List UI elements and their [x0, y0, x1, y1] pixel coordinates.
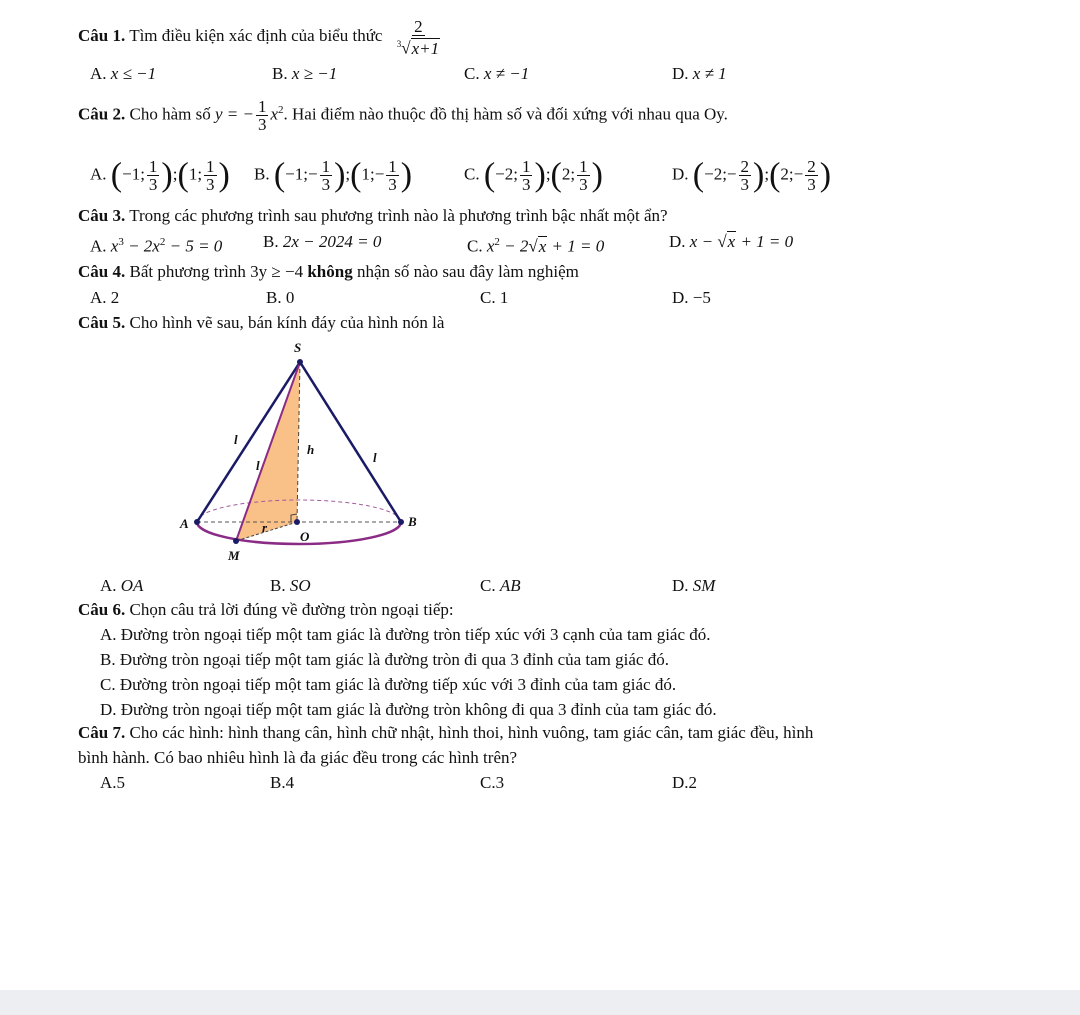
question-label: Câu 6.	[78, 600, 126, 619]
option-text: 1	[499, 288, 509, 307]
question-6	[78, 600, 454, 620]
q4-option-d[interactable]	[672, 288, 711, 308]
question-text: Cho hình vẽ sau, bán kính đáy của hình nón là	[129, 313, 445, 332]
option-text: 2x − 2024 = 0	[282, 232, 382, 251]
fraction-numerator: 1	[388, 157, 397, 176]
term: − 2x	[123, 236, 160, 256]
option-letter: A.	[100, 625, 117, 644]
term: + 1 = 0	[547, 236, 605, 256]
point-1-coord: −2;	[495, 164, 518, 184]
fraction-denominator: $^3$√x+1	[396, 38, 440, 58]
question-text-before: Bất phương trình 3y ≥ −4	[129, 262, 304, 281]
fraction-numerator: 2	[807, 157, 816, 176]
option-letter: A.	[90, 164, 107, 184]
option-text: Đường tròn ngoại tiếp một tam giác là đường tròn tiếp xúc với 3 cạnh của tam giác đó.	[120, 625, 711, 644]
fraction-numerator: 1	[206, 157, 215, 176]
option-letter: C.	[467, 236, 483, 256]
point-2-coord: 1;	[188, 164, 203, 184]
option-text: AB	[499, 576, 521, 595]
q1-option-d[interactable]	[672, 64, 727, 84]
fraction-numerator: 1	[521, 157, 531, 176]
point-a	[194, 519, 200, 525]
point-2-coord: 2;−	[780, 164, 804, 184]
question-1	[78, 18, 444, 57]
fraction-denominator: 3	[321, 175, 331, 194]
exponent: 2	[159, 236, 166, 248]
fraction-denominator: 3	[807, 175, 816, 194]
exponent: 2	[494, 236, 500, 248]
option-text: SM	[692, 576, 716, 595]
q1-option-a[interactable]	[90, 64, 156, 84]
radicand: x	[538, 236, 547, 256]
question-text-after: nhận số nào sau đây làm nghiệm	[356, 262, 579, 281]
question-label: Câu 4.	[78, 262, 126, 281]
q6-option-b[interactable]	[100, 650, 669, 670]
option-letter: B.	[266, 288, 282, 307]
option-text: Đường tròn ngoại tiếp một tam giác là đường tròn không đi qua 3 đỉnh của tam giác đó.	[120, 700, 717, 719]
question-label: Câu 2.	[78, 104, 126, 124]
fraction-numerator: 2	[414, 17, 423, 36]
question-2	[78, 98, 728, 133]
question-text: Trong các phương trình sau phương trình nào là phương trình bậc nhất một ẩn?	[129, 206, 668, 225]
option-letter: B.	[254, 164, 270, 184]
fraction-denominator: 3	[521, 175, 531, 194]
option-letter: D.	[672, 64, 689, 83]
fraction-denominator: 3	[388, 175, 397, 194]
q5-option-b[interactable]	[270, 576, 311, 596]
option-letter: B.	[100, 650, 116, 669]
option-letter: A.	[90, 64, 107, 83]
point-o	[294, 519, 300, 525]
option-letter: D.	[669, 232, 686, 251]
option-text: OA	[120, 576, 144, 595]
option-text: 2	[688, 773, 698, 792]
option-text: 0	[285, 288, 295, 307]
label-l-middle: l	[256, 458, 260, 473]
label-l-right: l	[373, 450, 377, 465]
point-1-coord: −2;−	[704, 164, 737, 184]
q2-option-c[interactable]: C. (−2; $\frac{1}{3}$ );(2; $\frac{1}{3}$ )	[464, 156, 603, 194]
fraction-denominator: 3	[740, 175, 750, 194]
fraction-numerator: 1	[257, 97, 267, 116]
q6-option-c[interactable]	[100, 675, 676, 695]
question-text-before: Cho hàm số	[129, 104, 211, 124]
option-letter: D.	[672, 773, 689, 792]
option-letter: C.	[480, 576, 496, 595]
label-b: B	[408, 514, 417, 529]
option-text: x ≥ −1	[291, 64, 338, 83]
fraction-numerator: 2	[740, 157, 750, 176]
option-letter: B.	[270, 576, 286, 595]
q7-option-c[interactable]	[480, 773, 504, 793]
function-coefficient	[256, 98, 269, 133]
q3-option-a[interactable]	[90, 232, 222, 257]
q4-option-a[interactable]	[90, 288, 119, 308]
root-index: 3	[396, 39, 402, 49]
slant-line-right	[300, 362, 401, 522]
q7-option-d[interactable]	[672, 773, 697, 793]
question-text-line-1: Cho các hình: hình thang cân, hình chữ nhật, hình thoi, hình vuông, tam giác cân, tam giác đều, hình	[129, 723, 814, 742]
cone-figure	[170, 336, 440, 568]
exponent: 3	[118, 236, 124, 248]
term: x −	[689, 232, 718, 251]
fraction-denominator: 3	[148, 175, 158, 194]
option-text: Đường tròn ngoại tiếp một tam giác là đường tròn đi qua 3 đỉnh của tam giác đó.	[119, 650, 669, 669]
question-label: Câu 3.	[78, 206, 126, 225]
question-3	[78, 206, 668, 226]
label-m: M	[228, 548, 240, 563]
q7-option-a[interactable]	[100, 773, 125, 793]
question-7	[78, 723, 813, 743]
question-7-line-2: bình hành. Có bao nhiêu hình là đa giác đều trong các hình trên?	[78, 748, 518, 767]
option-text: x ≠ −1	[483, 64, 530, 83]
option-letter: C.	[100, 675, 116, 694]
q2-option-a[interactable]: A. (−1; $\frac{1}{3}$ );(1; $\frac{1}{3}$ )	[90, 156, 230, 194]
bottom-scroll-bar	[0, 990, 1080, 1015]
fraction-denominator: 3	[257, 115, 267, 134]
option-letter: C.	[480, 773, 496, 792]
option-letter: A.	[90, 288, 107, 307]
radicand: x+1	[411, 38, 440, 58]
q3-option-d[interactable]: D. x − √x + 1 = 0	[669, 232, 794, 251]
option-text: 2	[110, 288, 120, 307]
q3-option-c[interactable]: C. $x^2 - 2√x + 1 = 0$	[467, 236, 605, 256]
option-text: −5	[692, 288, 711, 307]
term: x	[486, 236, 495, 256]
question-label: Câu 1.	[78, 26, 126, 46]
option-letter: A.	[90, 236, 107, 256]
fraction-numerator: 1	[579, 157, 588, 176]
option-text: SO	[289, 576, 311, 595]
q5-option-a[interactable]	[100, 576, 143, 596]
q1-option-b[interactable]	[272, 64, 337, 84]
label-h: h	[307, 442, 315, 457]
option-letter: A.	[100, 773, 117, 792]
fraction-numerator: 1	[321, 157, 331, 176]
term: x	[110, 236, 119, 256]
fraction-denominator: 3	[579, 175, 588, 194]
q2-option-b[interactable]: B. (−1;− $\frac{1}{3}$ );(1;− $\frac{1}{3}$ )	[254, 156, 413, 194]
question-text-after: . Hai điểm nào thuộc đồ thị hàm số và đối xứng với nhau qua Oy.	[283, 104, 728, 124]
q6-option-a[interactable]	[100, 625, 711, 645]
point-m	[233, 538, 239, 544]
option-letter: B.	[263, 232, 279, 251]
option-letter: C.	[464, 64, 480, 83]
option-text: x ≠ 1	[692, 64, 727, 83]
point-1-coord: −1;−	[285, 164, 318, 184]
function-exponent: 2	[278, 103, 284, 116]
option-letter: B.	[272, 64, 288, 83]
label-r: r	[262, 520, 268, 535]
question-label: Câu 7.	[78, 723, 126, 742]
function-variable: x	[270, 104, 279, 124]
fraction-denominator: 3	[206, 175, 215, 194]
question-text-bold: không	[307, 262, 353, 281]
q5-option-d[interactable]	[672, 576, 715, 596]
question-text: Tìm điều kiện xác định của biểu thức	[129, 26, 383, 46]
option-letter: B.	[270, 773, 286, 792]
expression-fraction	[395, 18, 442, 57]
q6-option-d[interactable]	[100, 700, 717, 720]
function-lhs: y = −	[214, 104, 254, 124]
q5-option-c[interactable]	[480, 576, 521, 596]
q1-option-c[interactable]	[464, 64, 529, 84]
q3-option-b[interactable]	[263, 232, 381, 252]
point-2-coord: 2;	[561, 164, 576, 184]
label-s: S	[294, 340, 302, 355]
q4-option-c[interactable]	[480, 288, 508, 308]
q2-option-d[interactable]: D. (−2;− $\frac{2}{3}$ );(2;− $\frac{2}{3}$ )	[672, 156, 832, 194]
option-letter: D.	[672, 288, 689, 307]
term: − 2	[499, 236, 529, 256]
point-s	[297, 359, 303, 365]
option-text: Đường tròn ngoại tiếp một tam giác là đường tiếp xúc với 3 đỉnh của tam giác đó.	[119, 675, 677, 694]
term: − 5 = 0	[165, 236, 223, 256]
option-text: 5	[116, 773, 126, 792]
label-l-left: l	[234, 432, 238, 447]
option-letter: C.	[480, 288, 496, 307]
option-letter: C.	[464, 164, 480, 184]
fraction-numerator: 1	[148, 157, 158, 176]
base-ellipse-front	[197, 522, 401, 544]
q4-option-b[interactable]	[266, 288, 294, 308]
option-text: 4	[285, 773, 295, 792]
base-ellipse-back	[197, 500, 401, 522]
point-2-coord: 1;−	[361, 164, 385, 184]
option-text: x ≤ −1	[110, 64, 157, 83]
question-4	[78, 262, 579, 282]
option-letter: D.	[100, 700, 117, 719]
question-5	[78, 313, 444, 333]
point-b	[398, 519, 404, 525]
radicand: x	[727, 232, 736, 251]
option-letter: D.	[672, 164, 689, 184]
term: + 1 = 0	[736, 232, 794, 251]
question-label: Câu 5.	[78, 313, 126, 332]
option-text: 3	[495, 773, 505, 792]
option-letter: A.	[100, 576, 117, 595]
label-o: O	[300, 529, 310, 544]
label-a: A	[180, 516, 189, 531]
option-letter: D.	[672, 576, 689, 595]
point-1-coord: −1;	[122, 164, 145, 184]
question-text: Chọn câu trả lời đúng về đường tròn ngoại tiếp:	[129, 600, 454, 619]
q7-option-b[interactable]	[270, 773, 294, 793]
